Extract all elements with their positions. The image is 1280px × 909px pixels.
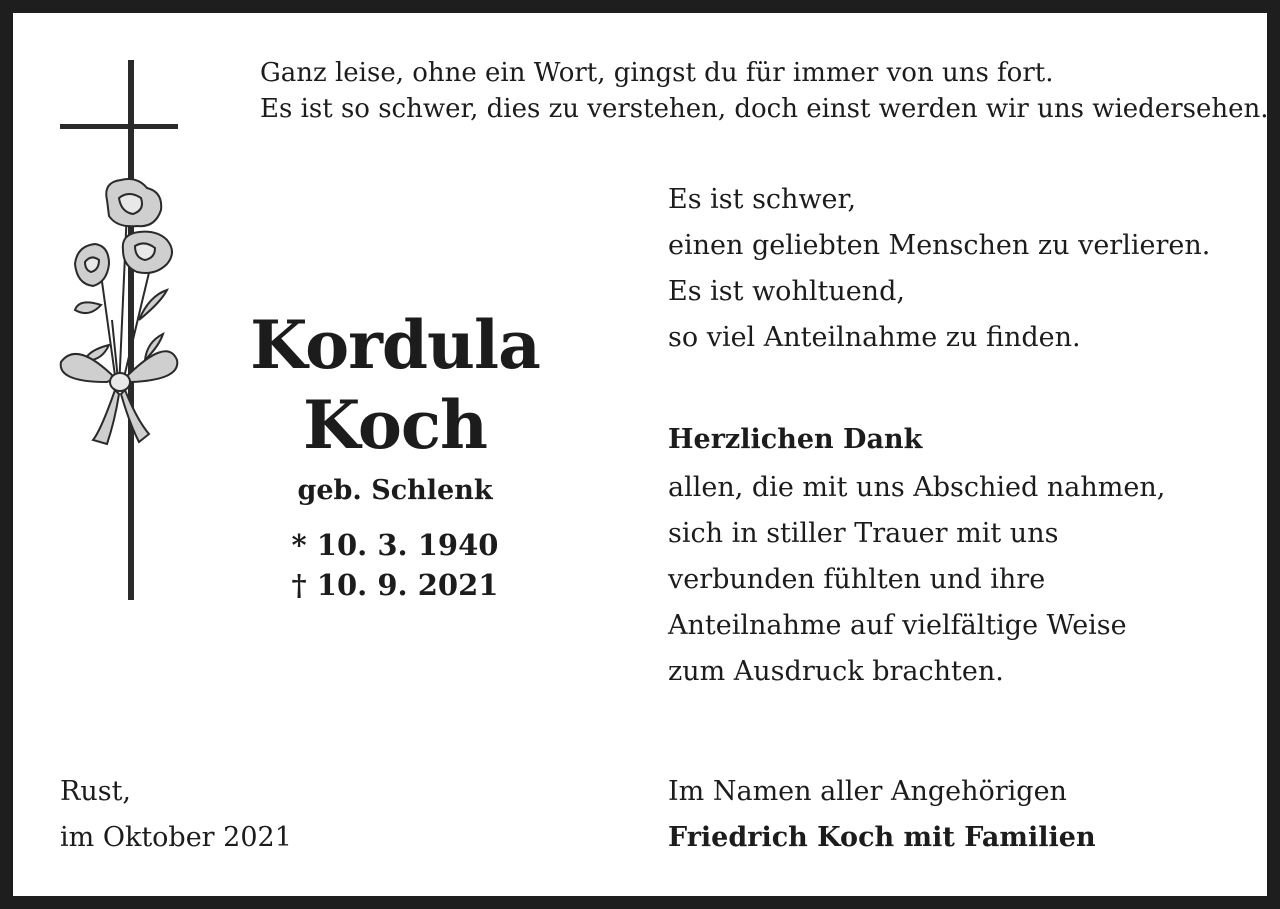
thanks-line: zum Ausdruck brachten. [668, 656, 1004, 687]
birth-name: geb. Schlenk [297, 475, 493, 506]
place: Rust, [60, 776, 132, 807]
spacer [668, 361, 1210, 415]
birth-date: * 10. 3. 1940 [291, 528, 499, 562]
cross-with-roses [57, 60, 187, 614]
place-and-date [60, 769, 292, 861]
date: im Oktober 2021 [60, 822, 292, 853]
first-name: Kordula [250, 306, 540, 384]
life-dates [245, 525, 545, 605]
thanks-line: verbunden fühlten und ihre [668, 564, 1046, 595]
thanks-line: sich in stiller Trauer mit uns [668, 518, 1059, 549]
thanks-heading: Herzlichen Dank [668, 424, 923, 455]
poem-line: Es ist schwer, [668, 184, 857, 215]
deceased-info [245, 305, 545, 605]
cross-icon [57, 60, 187, 610]
poem-line: so viel Anteilnahme zu finden. [668, 322, 1081, 353]
thanks-line: allen, die mit uns Abschied nahmen, [668, 472, 1166, 503]
top-verse [260, 55, 1269, 127]
top-verse-line: Es ist so schwer, dies zu verstehen, doch einst werden wir uns wiedersehen. [260, 94, 1269, 124]
signature-names: Friedrich Koch mit Familien [668, 822, 1096, 853]
signature [668, 769, 1096, 861]
poem-line: Es ist wohltuend, [668, 276, 905, 307]
signature-intro: Im Namen aller Angehörigen [668, 776, 1067, 807]
top-verse-line: Ganz leise, ohne ein Wort, gingst du für immer von uns fort. [260, 58, 1054, 88]
thanks-line: Anteilnahme auf vielfältige Weise [668, 610, 1127, 641]
obituary-card [13, 13, 1267, 896]
death-date: † 10. 9. 2021 [291, 568, 499, 602]
rose-bouquet-icon [61, 179, 178, 444]
poem-line: einen geliebten Menschen zu verlieren. [668, 230, 1211, 261]
thanks-column [668, 177, 1210, 695]
last-name: Koch [302, 386, 488, 464]
